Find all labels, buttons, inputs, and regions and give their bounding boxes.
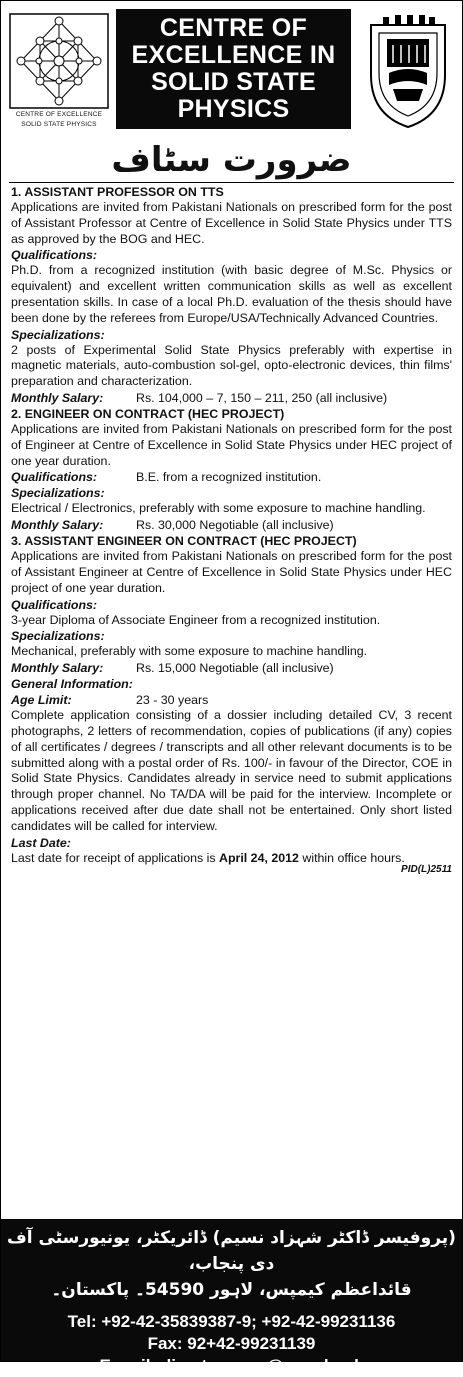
- salary-value: Rs. 104,000 – 7, 150 – 211, 250 (all inclusive): [136, 390, 388, 405]
- section-2-salary: [11, 517, 452, 533]
- age-limit: [11, 692, 452, 708]
- last-date-value: April 24, 2012: [219, 850, 299, 865]
- email: E-mail: director.cssp@pu.edu.pk: [99, 1356, 364, 1375]
- section-1-spec-text: 2 posts of Experimental Solid State Physics preferably with expertise in magnetic materials, auto-combustion sol-gel, opto-electronic devices, thin films' preparation and characterization.: [11, 342, 452, 389]
- last-date-text: [11, 851, 452, 867]
- university-crest-icon: [363, 15, 453, 129]
- salary-value: Rs. 15,000 Negotiable (all inclusive): [136, 661, 334, 676]
- section-3-heading: 3. ASSISTANT ENGINEER ON CONTRACT (HEC PROJECT): [11, 534, 357, 549]
- section-3-qual-label: Qualifications:: [11, 597, 98, 612]
- fax: Fax: 92+42-99231139: [147, 1334, 316, 1353]
- salary-value: Rs. 30,000 Negotiable (all inclusive): [136, 518, 334, 533]
- qual-label: Qualifications:: [11, 470, 98, 485]
- header: [1, 1, 462, 137]
- general-info-text: Complete application consisting of a dossier including detailed CV, 3 recent photographs, 2 letters of recommendation, copies of publications (if any) copies of all certificates / degrees / transcripts and all other relevant documents is to be submitted along with a postal order of Rs. 100/- in favour of the Director, COE in Solid State Physics. Candidates already in service need to submit applications through proper channel. No TA/DA will be paid for the interview. Incomplete or applications received after due date shall not be entertained. Only short listed candidates will be called for interview.: [11, 708, 452, 833]
- section-2-spec-text: Electrical / Electronics, preferably with some exposure to machine handling.: [11, 501, 426, 516]
- body-content: [11, 184, 452, 876]
- logo-caption-1: CENTRE OF EXCELLENCE: [15, 111, 103, 118]
- general-info-label: General Information:: [11, 677, 133, 692]
- salary-label: Monthly Salary:: [11, 661, 104, 676]
- section-1-heading: 1. ASSISTANT PROFESSOR ON TTS: [11, 185, 224, 199]
- divider: [9, 182, 454, 183]
- section-3-spec-label: Specializations:: [11, 629, 105, 644]
- section-1-qual-label: Qualifications:: [11, 248, 98, 263]
- title-line-4: PHYSICS: [177, 95, 290, 123]
- section-1-intro: Applications are invited from Pakistani Nationals on prescribed form for the post of Assistant Professor at Centre of Excellence in Solid State Physics under TTS as approved by the BOG and HEC.: [11, 200, 452, 246]
- urdu-heading: ضرورت سٹاف: [111, 140, 352, 180]
- title-line-2: EXCELLENCE IN: [131, 41, 336, 69]
- section-2-spec-label: Specializations:: [11, 486, 105, 501]
- logo-caption-2: SOLID STATE PHYSICS: [21, 121, 97, 128]
- urdu-address-2: قائداعظم کیمپس، لاہور 54590۔ پاکستان۔: [51, 1280, 412, 1300]
- last-date-after: within office hours.: [298, 850, 405, 865]
- section-2-heading: 2. ENGINEER ON CONTRACT (HEC PROJECT): [11, 406, 285, 421]
- lattice-logo-icon: [9, 13, 109, 109]
- section-3-intro: Applications are invited from Pakistani Nationals on prescribed form for the post of Assistant Engineer at Centre of Excellence in Solid State Physics under HEC project of one year duration.: [11, 549, 452, 595]
- pid-code: PID(L)2511: [401, 864, 452, 876]
- telephone: Tel: +92-42-35839387-9; +92-42-99231136: [67, 1312, 396, 1331]
- section-1-spec-label: Specializations:: [11, 327, 105, 342]
- section-2-qualifications: [11, 469, 452, 485]
- section-1-qual-text: Ph.D. from a recognized institution (with basic degree of M.Sc. Physics or equivalent) and excellent written communication skills as well as excellent presentation skills. In case of a local Ph.D. evaluation of the thesis should have been done by the referees from Europe/USA/Technically Advanced Countries.: [11, 263, 452, 325]
- centre-logo: [5, 13, 113, 133]
- section-3-spec-text: Mechanical, preferably with some exposure to machine handling.: [11, 644, 368, 659]
- last-date-before: Last date for receipt of applications is: [11, 850, 220, 865]
- age-value: 23 - 30 years: [136, 693, 209, 708]
- urdu-address-1: (پروفیسر ڈاکٹر شہزاد نسیم) ڈائریکٹر، یونیورسٹی آف دی پنجاب،: [7, 1228, 456, 1274]
- qual-value: B.E. from a recognized institution.: [136, 470, 322, 485]
- salary-label: Monthly Salary:: [11, 390, 104, 405]
- title-box: [116, 9, 351, 129]
- salary-label: Monthly Salary:: [11, 518, 104, 533]
- section-3-qual-text: 3-year Diploma of Associate Engineer from a recognized institution.: [11, 612, 381, 627]
- title-line-1: CENTRE OF: [159, 14, 308, 42]
- title-line-3: SOLID STATE: [151, 68, 316, 96]
- section-3-salary: [11, 660, 452, 676]
- university-seal: [363, 15, 453, 129]
- last-date-label: Last Date:: [11, 835, 71, 850]
- section-2-intro: Applications are invited from Pakistani Nationals on prescribed form for the post of Engineer at Centre of Excellence in Solid State Physics under HEC project of one year duration.: [11, 421, 452, 468]
- section-1-salary: [11, 390, 452, 406]
- age-label: Age Limit:: [11, 693, 72, 708]
- footer-contact: [1, 1219, 462, 1375]
